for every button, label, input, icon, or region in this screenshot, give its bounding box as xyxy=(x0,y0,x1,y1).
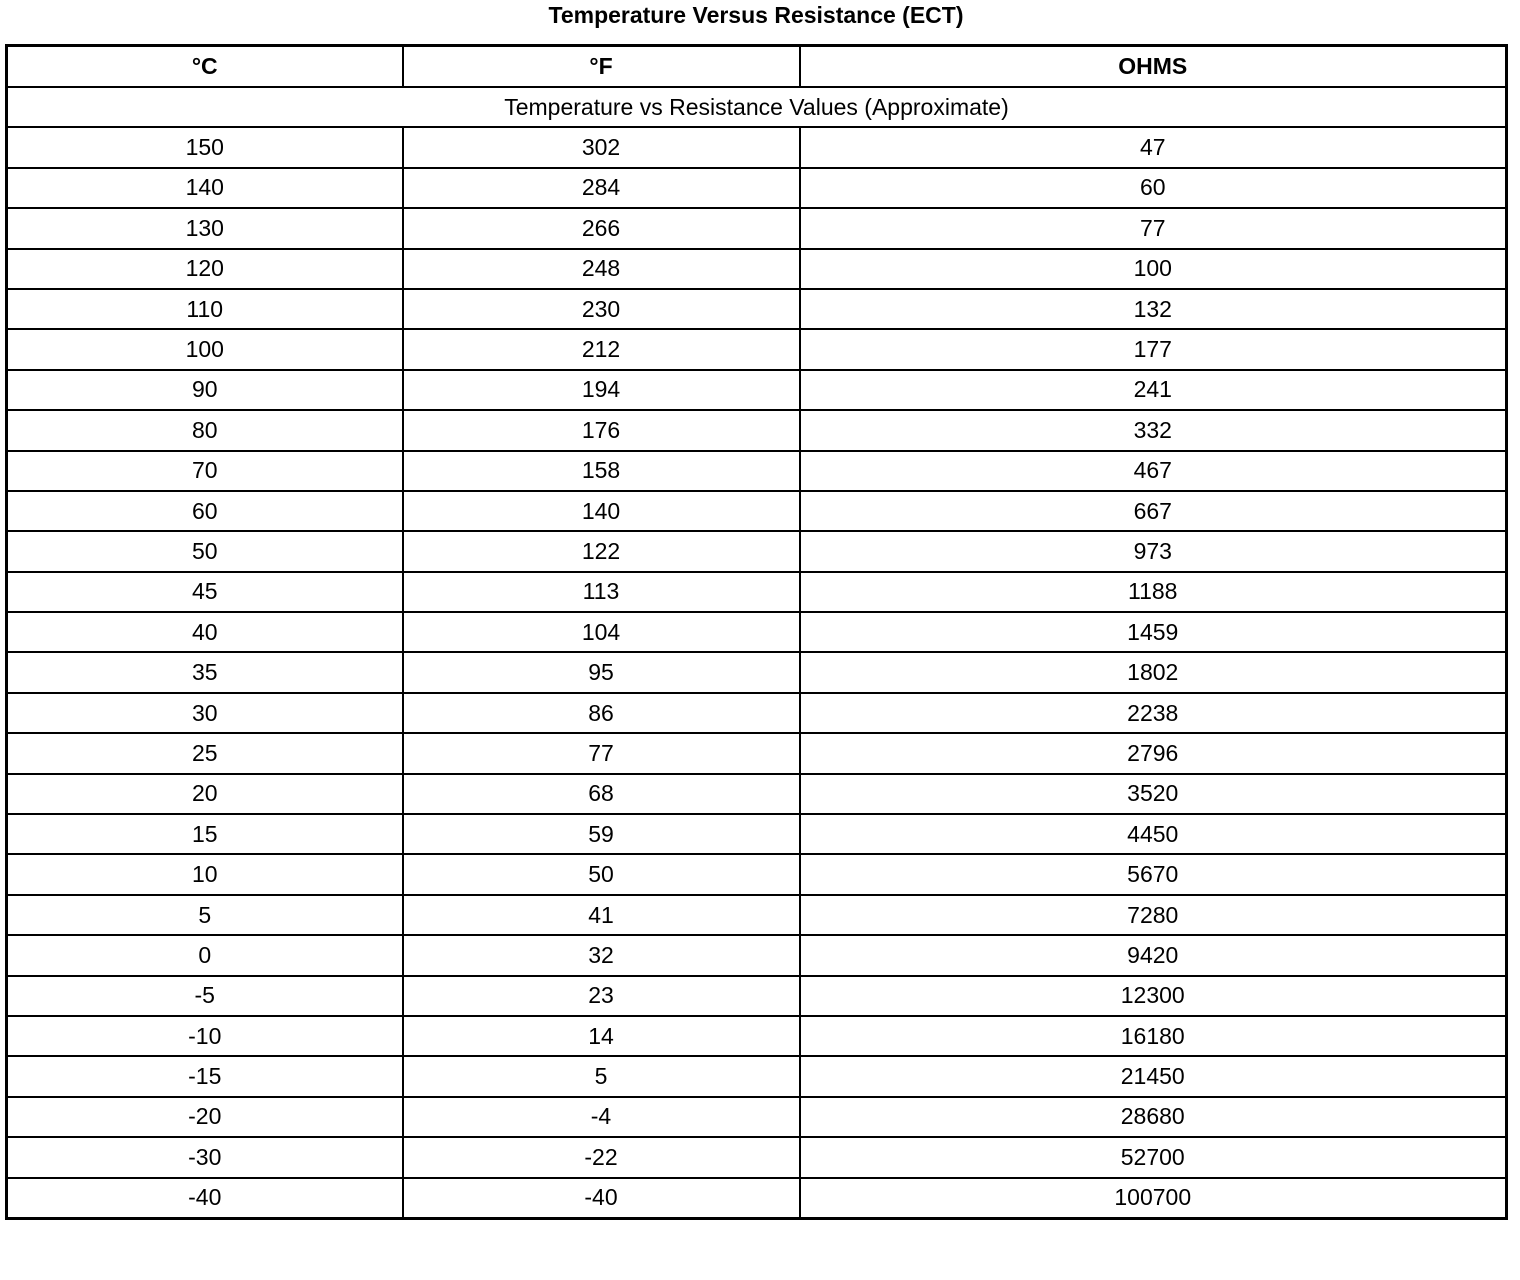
table-header xyxy=(7,46,1507,88)
celsius-cell: -15 xyxy=(7,1056,403,1096)
fahrenheit-cell: 140 xyxy=(403,491,800,531)
ohms-cell: 132 xyxy=(800,289,1507,329)
table-row xyxy=(7,410,1507,450)
fahrenheit-cell: 77 xyxy=(403,733,800,773)
celsius-cell: 110 xyxy=(7,289,403,329)
celsius-cell: 10 xyxy=(7,854,403,894)
ohms-cell: 467 xyxy=(800,451,1507,491)
table-row xyxy=(7,289,1507,329)
ohms-cell: 2238 xyxy=(800,693,1507,733)
fahrenheit-cell: 158 xyxy=(403,451,800,491)
ohms-cell: 4450 xyxy=(800,814,1507,854)
fahrenheit-cell: 194 xyxy=(403,370,800,410)
celsius-cell: 100 xyxy=(7,329,403,369)
table-row xyxy=(7,935,1507,975)
fahrenheit-cell: 59 xyxy=(403,814,800,854)
ohms-cell: 332 xyxy=(800,410,1507,450)
table-subtitle: Temperature vs Resistance Values (Approximate) xyxy=(7,87,1507,127)
fahrenheit-cell: 302 xyxy=(403,127,800,167)
celsius-cell: 35 xyxy=(7,652,403,692)
table-title: Temperature Versus Resistance (ECT) xyxy=(548,2,964,28)
celsius-cell: -30 xyxy=(7,1137,403,1177)
fahrenheit-cell: 68 xyxy=(403,774,800,814)
celsius-cell: -10 xyxy=(7,1016,403,1056)
ohms-cell: 28680 xyxy=(800,1097,1507,1137)
fahrenheit-cell: 122 xyxy=(403,531,800,571)
ohms-cell: 667 xyxy=(800,491,1507,531)
ohms-cell: 9420 xyxy=(800,935,1507,975)
fahrenheit-cell: 32 xyxy=(403,935,800,975)
table-row xyxy=(7,814,1507,854)
celsius-cell: -20 xyxy=(7,1097,403,1137)
table-row xyxy=(7,774,1507,814)
celsius-cell: 30 xyxy=(7,693,403,733)
ohms-cell: 100700 xyxy=(800,1178,1507,1219)
fahrenheit-cell: -4 xyxy=(403,1097,800,1137)
table-row xyxy=(7,572,1507,612)
celsius-cell: 120 xyxy=(7,249,403,289)
table-row xyxy=(7,451,1507,491)
fahrenheit-cell: 104 xyxy=(403,612,800,652)
column-header-ohms: OHMS xyxy=(800,46,1507,88)
fahrenheit-cell: 5 xyxy=(403,1056,800,1096)
celsius-cell: -5 xyxy=(7,976,403,1016)
celsius-cell: 5 xyxy=(7,895,403,935)
table-row xyxy=(7,1056,1507,1096)
ohms-cell: 7280 xyxy=(800,895,1507,935)
ohms-cell: 973 xyxy=(800,531,1507,571)
table-row xyxy=(7,1178,1507,1219)
celsius-cell: 20 xyxy=(7,774,403,814)
table-body xyxy=(7,87,1507,1218)
table-row xyxy=(7,1097,1507,1137)
celsius-cell: 45 xyxy=(7,572,403,612)
fahrenheit-cell: 212 xyxy=(403,329,800,369)
ohms-cell: 60 xyxy=(800,168,1507,208)
fahrenheit-cell: 284 xyxy=(403,168,800,208)
celsius-cell: 130 xyxy=(7,208,403,248)
ohms-cell: 177 xyxy=(800,329,1507,369)
celsius-cell: 140 xyxy=(7,168,403,208)
column-header-fahrenheit: °F xyxy=(403,46,800,88)
fahrenheit-cell: -40 xyxy=(403,1178,800,1219)
table-row xyxy=(7,733,1507,773)
celsius-cell: -40 xyxy=(7,1178,403,1219)
celsius-cell: 90 xyxy=(7,370,403,410)
fahrenheit-cell: 248 xyxy=(403,249,800,289)
fahrenheit-cell: 266 xyxy=(403,208,800,248)
celsius-cell: 40 xyxy=(7,612,403,652)
fahrenheit-cell: 41 xyxy=(403,895,800,935)
ohms-cell: 16180 xyxy=(800,1016,1507,1056)
table-row xyxy=(7,612,1507,652)
ohms-cell: 77 xyxy=(800,208,1507,248)
ohms-cell: 2796 xyxy=(800,733,1507,773)
fahrenheit-cell: 95 xyxy=(403,652,800,692)
ohms-cell: 1188 xyxy=(800,572,1507,612)
celsius-cell: 60 xyxy=(7,491,403,531)
table-row xyxy=(7,895,1507,935)
celsius-cell: 15 xyxy=(7,814,403,854)
celsius-cell: 150 xyxy=(7,127,403,167)
ohms-cell: 47 xyxy=(800,127,1507,167)
fahrenheit-cell: 86 xyxy=(403,693,800,733)
fahrenheit-cell: 23 xyxy=(403,976,800,1016)
fahrenheit-cell: 113 xyxy=(403,572,800,612)
celsius-cell: 0 xyxy=(7,935,403,975)
table-row xyxy=(7,208,1507,248)
table-row xyxy=(7,127,1507,167)
ohms-cell: 1802 xyxy=(800,652,1507,692)
table-row xyxy=(7,976,1507,1016)
table-row xyxy=(7,531,1507,571)
table-row xyxy=(7,1016,1507,1056)
ohms-cell: 12300 xyxy=(800,976,1507,1016)
ohms-cell: 100 xyxy=(800,249,1507,289)
fahrenheit-cell: 230 xyxy=(403,289,800,329)
table-row xyxy=(7,693,1507,733)
table-row xyxy=(7,329,1507,369)
fahrenheit-cell: -22 xyxy=(403,1137,800,1177)
celsius-cell: 80 xyxy=(7,410,403,450)
table-row xyxy=(7,1137,1507,1177)
fahrenheit-cell: 176 xyxy=(403,410,800,450)
column-header-celsius: °C xyxy=(7,46,403,88)
table-row xyxy=(7,854,1507,894)
ohms-cell: 52700 xyxy=(800,1137,1507,1177)
subtitle-row xyxy=(7,87,1507,127)
ohms-cell: 21450 xyxy=(800,1056,1507,1096)
table-row xyxy=(7,652,1507,692)
ohms-cell: 241 xyxy=(800,370,1507,410)
table-row xyxy=(7,168,1507,208)
celsius-cell: 50 xyxy=(7,531,403,571)
header-row xyxy=(7,46,1507,88)
ohms-cell: 5670 xyxy=(800,854,1507,894)
ect-resistance-table xyxy=(5,44,1508,1220)
fahrenheit-cell: 50 xyxy=(403,854,800,894)
table-row xyxy=(7,249,1507,289)
celsius-cell: 25 xyxy=(7,733,403,773)
celsius-cell: 70 xyxy=(7,451,403,491)
ohms-cell: 3520 xyxy=(800,774,1507,814)
table-row xyxy=(7,370,1507,410)
table-row xyxy=(7,491,1507,531)
ohms-cell: 1459 xyxy=(800,612,1507,652)
fahrenheit-cell: 14 xyxy=(403,1016,800,1056)
